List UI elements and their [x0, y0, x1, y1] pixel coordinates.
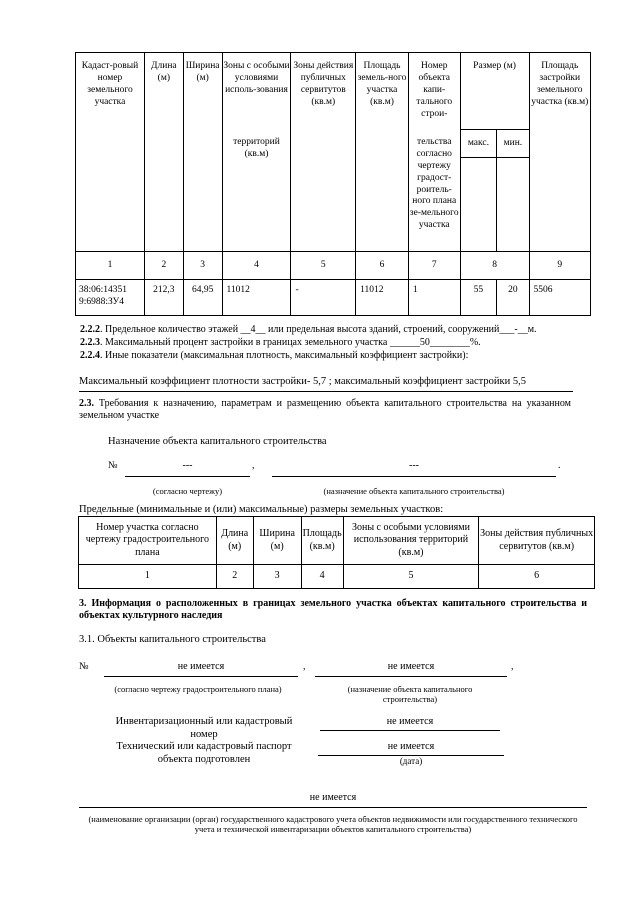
- density-underline: [79, 391, 573, 392]
- header-size-min: мин.: [497, 130, 529, 158]
- t2-header-servitude: Зоны действия публичных сервитутов (кв.м): [479, 517, 595, 565]
- passport-label: Технический или кадастровый паспорт объекта подготовлен: [116, 741, 292, 765]
- purpose-caption-right: (назначение объекта капитального строительства): [323, 486, 505, 496]
- t2-colnum: 3: [253, 565, 301, 589]
- para-2-2-2-text: . Предельное количество этажей __4__ или предельная высота зданий, строений, сооружений___-__м.: [100, 324, 537, 335]
- header-width: Ширина (м): [183, 53, 222, 252]
- para-2-3-text: Требования к назначению, параметрам и размещению объекта капитального строительства на указанном земельном участке: [79, 398, 571, 421]
- header-object-top: Номер объекта капи-тального строи-: [416, 61, 453, 119]
- section-3-1-heading: 3.1. Объекты капитального строительства: [79, 634, 266, 645]
- header-area: Площадь земель-ного участка (кв.м): [356, 53, 409, 252]
- purpose-caption-left: (согласно чертежу): [152, 486, 223, 496]
- purpose-value-1: ---: [125, 460, 250, 477]
- org-caption: (наименование организации (орган) государственного кадастрового учета объектов недвижимости или государственного технического учета и технической инвентаризации объектов капитального строительства): [88, 814, 578, 835]
- density-line: Максимальный коэффициент плотности застройки- 5,7 ; максимальный коэффициент застройки 5,5: [79, 376, 526, 387]
- cell-max: 55: [460, 280, 497, 316]
- header-length: Длина (м): [144, 53, 183, 252]
- cell-object: 1: [408, 280, 460, 316]
- t2-numbers-row: [79, 565, 595, 589]
- colnum: 1: [76, 252, 145, 280]
- colnum: 4: [222, 252, 291, 280]
- cell-built-area: 5506: [529, 280, 590, 316]
- t2-colnum: 4: [301, 565, 343, 589]
- header-servitude: Зоны действия публичных сервитутов (кв.м): [291, 53, 356, 252]
- objects-sep: ,: [303, 661, 306, 672]
- header-size-max: макс.: [460, 130, 497, 158]
- land-plot-table: [75, 52, 591, 316]
- header-zones-top: Зоны с особыми условиями исполь-зования: [223, 61, 290, 95]
- cell-zones: 11012: [222, 280, 291, 316]
- para-2-3-num: 2.3.: [79, 398, 94, 409]
- cell-min: 20: [497, 280, 529, 316]
- header-size: Размер (м): [460, 53, 529, 130]
- colnum: 3: [183, 252, 222, 280]
- t2-colnum: 6: [479, 565, 595, 589]
- cell-width: 64,95: [183, 280, 222, 316]
- colnum: 7: [408, 252, 460, 280]
- t2-colnum: 5: [343, 565, 479, 589]
- colnum: 9: [529, 252, 590, 280]
- cell-cadastral: 38:06:14351 9:6988:ЗУ4: [76, 280, 145, 316]
- objects-value-2: не имеется: [315, 661, 507, 677]
- t2-colnum: 1: [79, 565, 217, 589]
- objects-no: №: [79, 661, 89, 672]
- objects-end: ,: [511, 661, 514, 672]
- t2-colnum: 2: [216, 565, 253, 589]
- para-2-2-2-num: 2.2.2: [80, 324, 100, 335]
- t2-header-width: Ширина (м): [253, 517, 301, 565]
- section-3-heading: 3. Информация о расположенных в границах земельного участка объектах капитального строительства и объектах культурного наследия: [79, 598, 587, 621]
- cell-servitude: -: [291, 280, 356, 316]
- objects-value-1: не имеется: [104, 661, 298, 677]
- header-object-bottom: тельства согласно чертежу градост-роитель-ного плана зе-мельного участка: [409, 137, 459, 231]
- para-2-2-4-text: . Иные показатели (максимальная плотность, максимальный коэффициент застройки):: [100, 350, 469, 361]
- passport-value: не имеется: [318, 741, 504, 756]
- t2-header-length: Длина (м): [216, 517, 253, 565]
- header-cadastral: Кадаст-ровый номер земельного участка: [76, 53, 145, 252]
- para-2-2-3-text: . Максимальный процент застройки в границах земельного участка ______50________%.: [100, 337, 481, 348]
- org-underline: [79, 807, 587, 808]
- purpose-heading: Назначение объекта капитального строительства: [108, 436, 327, 447]
- purpose-value-2: ---: [272, 460, 556, 477]
- purpose-sep: ,: [252, 460, 255, 471]
- table-row: [76, 280, 591, 316]
- purpose-end: .: [558, 460, 561, 471]
- passport-date-caption: (дата): [399, 756, 423, 766]
- header-object: [408, 53, 460, 252]
- para-2-3: [79, 398, 571, 422]
- t2-header-zones: Зоны с особыми условиями использования территорий (кв.м): [343, 517, 479, 565]
- header-built-area: Площадь застройки земельного участка (кв.м): [529, 53, 590, 252]
- objects-caption-left: (согласно чертежу градостроительного плана): [114, 684, 282, 694]
- cell-length: 212,3: [144, 280, 183, 316]
- colnum: 8: [460, 252, 529, 280]
- purpose-no: №: [108, 460, 118, 471]
- org-value: не имеется: [309, 792, 357, 803]
- objects-caption-right: (назначение объекта капитального строительства): [347, 684, 473, 705]
- inventory-label: Инвентаризационный или кадастровый номер: [115, 716, 293, 740]
- colnum: 5: [291, 252, 356, 280]
- limits-heading: Предельные (минимальные и (или) максимальные) размеры земельных участков:: [79, 504, 444, 515]
- colnum: 6: [356, 252, 409, 280]
- cell-area: 11012: [356, 280, 409, 316]
- para-2-2-4: [80, 350, 600, 362]
- inventory-value: не имеется: [320, 716, 500, 731]
- limits-table: [78, 516, 595, 589]
- t2-header-plot: Номер участка согласно чертежу градостроительного плана: [79, 517, 217, 565]
- para-2-2-3: [80, 337, 600, 349]
- column-numbers-row: [76, 252, 591, 280]
- colnum: 2: [144, 252, 183, 280]
- para-2-2-3-num: 2.2.3: [80, 337, 100, 348]
- header-zones-bottom: территорий (кв.м): [233, 137, 280, 159]
- para-2-2-4-num: 2.2.4: [80, 350, 100, 361]
- header-zones: [222, 53, 291, 252]
- para-2-2-2: [80, 324, 600, 336]
- t2-header-area: Площадь (кв.м): [301, 517, 343, 565]
